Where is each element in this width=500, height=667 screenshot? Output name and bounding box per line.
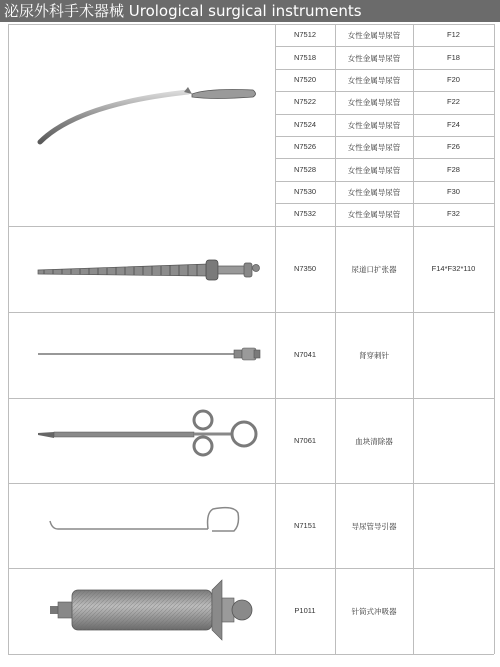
product-code: N7528 (293, 164, 317, 174)
product-size: F26 (447, 142, 460, 152)
sub-row-divider (275, 158, 494, 159)
clot-remover-icon (8, 398, 273, 483)
sub-row-divider (275, 114, 494, 115)
product-code: N7524 (293, 119, 317, 129)
instrument-catalog-table (8, 24, 494, 654)
product-name: 肾穿刺针 (359, 351, 389, 360)
product-name: 尿道口扩张器 (351, 265, 397, 274)
female-metal-catheter-icon (8, 24, 273, 226)
product-name: 女性金属导尿管 (347, 188, 401, 197)
product-code: N7532 (293, 209, 317, 219)
row-divider (8, 654, 494, 655)
product-code: N7041 (293, 350, 317, 359)
urethral-dilator-icon (8, 226, 273, 312)
column-divider (494, 24, 495, 654)
product-code: N7526 (293, 142, 317, 152)
product-name: 女性金属导尿管 (347, 53, 401, 63)
product-size: F24 (447, 119, 460, 129)
product-size: F14*F32*110 (431, 264, 476, 273)
product-size: F12 (447, 30, 460, 40)
sub-row-divider (275, 136, 494, 137)
product-name: 女性金属导尿管 (347, 143, 401, 153)
product-name: 女性金属导尿管 (347, 76, 401, 85)
product-code: N7512 (293, 30, 317, 40)
column-divider (413, 24, 414, 654)
sub-row-divider (275, 69, 494, 70)
product-code: P1011 (294, 606, 316, 615)
product-size: F20 (447, 75, 460, 84)
page-title: 泌尿外科手术器械 Urological surgical instruments (0, 0, 500, 22)
product-size: F22 (447, 97, 460, 107)
product-name: 女性金属导尿管 (347, 31, 401, 41)
product-size: F32 (447, 209, 460, 219)
product-name: 女性金属导尿管 (347, 98, 401, 108)
product-size: F30 (447, 187, 460, 196)
sub-row-divider (275, 91, 494, 92)
catheter-guide-icon (8, 483, 273, 568)
product-code: N7350 (293, 264, 317, 273)
sub-row-divider (275, 181, 494, 182)
column-divider (335, 24, 336, 654)
product-code: N7520 (293, 75, 317, 84)
product-code: N7522 (293, 97, 317, 107)
column-divider (275, 24, 276, 654)
product-name: 女性金属导尿管 (347, 120, 401, 130)
product-code: N7151 (293, 520, 317, 530)
sub-row-divider (275, 203, 494, 204)
product-name: 女性金属导尿管 (347, 165, 401, 175)
product-code: N7518 (293, 52, 317, 62)
product-name: 血块清除器 (355, 436, 393, 446)
product-code: N7061 (293, 435, 317, 445)
product-size: F18 (447, 52, 460, 62)
syringe-irrigator-icon (8, 568, 273, 654)
product-code: N7530 (293, 187, 317, 196)
renal-puncture-needle-icon (8, 312, 273, 398)
sub-row-divider (275, 46, 494, 47)
product-size: F28 (447, 164, 460, 174)
product-name: 女性金属导尿管 (347, 210, 401, 220)
product-name: 导尿管导引器 (351, 521, 397, 531)
product-name: 针筒式冲吸器 (351, 607, 397, 616)
